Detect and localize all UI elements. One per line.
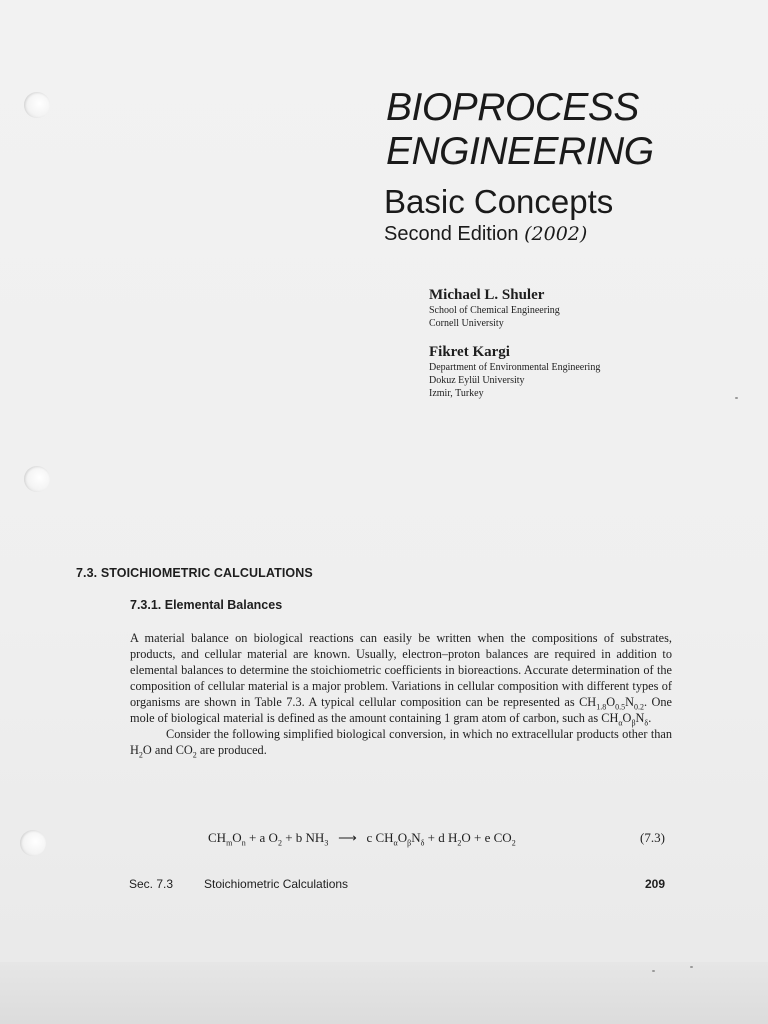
author-block — [429, 286, 560, 330]
product-water: $H_2O$ — [447, 830, 471, 848]
author-affiliation: Department of Environmental Engineering — [429, 362, 601, 373]
reaction-equation: $CH_mO_n + a$ $O_2 + b$ $NH_3$ ⟶ c $CH_\alpha O_\beta N_\delta + d$ $H_2O + e$ $CO_2$ — [208, 830, 516, 848]
author-name: Fikret Kargi — [429, 344, 510, 360]
footer-title: Stoichiometric Calculations — [204, 877, 349, 891]
scan-speck — [690, 966, 693, 968]
author-affiliation: School of Chemical Engineering — [429, 305, 560, 316]
binder-hole — [20, 830, 46, 856]
formula-co2: $CO_2$ — [175, 743, 197, 760]
footer-section-label: Sec. 7.3 — [129, 877, 174, 891]
author-affiliation: Cornell University — [429, 318, 504, 329]
formula-water: $H_2O$ — [130, 743, 152, 760]
reactant-oxygen: $O_2$ — [268, 830, 282, 848]
book-subtitle: Basic Concepts — [384, 183, 614, 220]
scan-speck — [652, 970, 655, 972]
formula-biomass: $CH_\alpha O_\beta N_\delta$ — [601, 711, 649, 728]
handwritten-year-note: (2002) — [524, 223, 588, 245]
author-affiliation: Izmir, Turkey — [429, 388, 484, 399]
author-affiliation: Dokuz Eylül University — [429, 375, 525, 386]
paragraph: A material balance on biological reactions can easily be written when the compositions of substrates, products, and cellular material are known. Usually, electron–proton balances are required in addition to elemental balances to determine the stoichiometric coefficients in bioreactions. Accurate determination of the composition of cellular material is a major problem. Variations in cellular composition with different types of organisms are shown in Table 7.3. A typical cellular composition can be represented as $CH_{1.8}O_{0.5}N_{0.2}$. One mole of biological material is defined as the amount containing 1 gram atom of carbon, such as $CH_\alpha O_\beta N_\delta$. — [130, 631, 672, 728]
subsection-heading: 7.3.1. Elemental Balances — [130, 598, 283, 612]
edition-label: Second Edition — [384, 223, 519, 245]
paragraph-text: Consider the following simplified biological conversion, in which no extracellular products other than — [166, 727, 672, 741]
body-text — [130, 630, 672, 758]
author-block — [429, 343, 600, 400]
paragraph-text: . One mole of biological material is defined as the amount containing 1 gram atom of carbon, such as — [130, 695, 672, 725]
section-heading: 7.3. STOICHIOMETRIC CALCULATIONS — [76, 566, 313, 580]
book-title-line2: ENGINEERING — [386, 130, 654, 173]
book-title-line1: BIOPROCESS — [386, 86, 639, 129]
product-co2: $CO_2$ — [493, 830, 516, 848]
scan-speck — [735, 397, 738, 399]
binder-hole — [24, 466, 50, 492]
formula-cell-composition: $CH_{1.8}O_{0.5}N_{0.2}$ — [579, 695, 644, 712]
book-edition — [384, 221, 587, 247]
page-number: 209 — [645, 877, 666, 891]
book-title — [386, 86, 654, 174]
binder-hole — [24, 92, 50, 118]
equation-number: (7.3) — [640, 830, 665, 845]
author-name: Michael L. Shuler — [429, 287, 545, 303]
paragraph-text: A material balance on biological reactions can easily be written when the compositions of substrates, products, and cellular material are known. Usually, electron–proton balances are required in addition to elemental balances to determine the stoichiometric coefficients in bioreactions. Accurate determination of the composition of cellular material is a major problem. Variations in cellular composition with different types of organisms are shown in Table 7.3. A typical cellular composition can be represented as — [130, 631, 672, 709]
reactant-ammonia: $NH_3$ — [305, 830, 329, 848]
reaction-arrow: ⟶ — [338, 830, 357, 845]
paragraph: Consider the following simplified biological conversion, in which no extracellular products other than $H_2O$ and $CO_2$ are produced. — [130, 727, 672, 760]
product-biomass: $CH_\alpha O_\beta N_\delta$ — [375, 830, 425, 848]
reactant-substrate: $CH_mO_n$ — [208, 830, 246, 848]
